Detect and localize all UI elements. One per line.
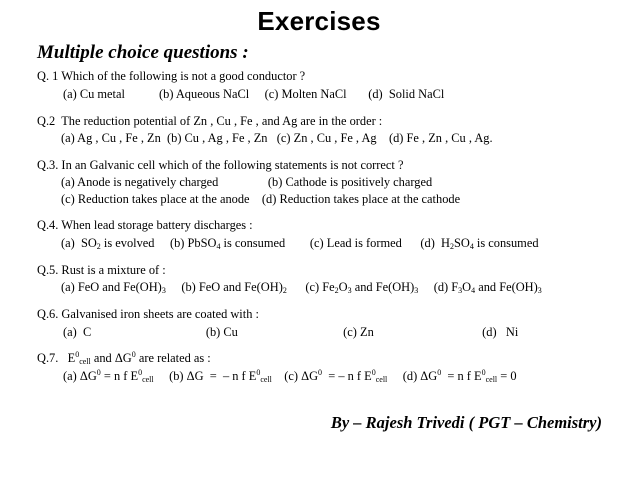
section-heading: Multiple choice questions : (37, 42, 249, 63)
question-4-options: (a) $SO_2$ is evolved (b) PbSO$_4$ is consumed (c) Lead is formed (d) $H_2SO_4$ is consumed (61, 236, 539, 251)
question-5-options: (a) FeO and $Fe(OH)_3$ (b) FeO and $Fe(OH)_2$ (c) $Fe_2O_3$ and $Fe(OH)_3$ (d) $F_3O_4$ and $Fe(OH)_3$ (61, 280, 542, 295)
question-6: Q.6. Galvanised iron sheets are coated with : (37, 307, 259, 321)
question-6-options: (a) C (b) Cu (c) Zn (d) Ni (63, 325, 519, 339)
author-credit: By – Rajesh Trivedi ( PGT – Chemistry) (330, 413, 602, 432)
question-7: Q.7. $E^0_{cell}$ and $\Delta G^0$ are related as : (37, 350, 211, 366)
question-3: Q.3. In an Galvanic cell which of the following statements is not correct ? (37, 158, 404, 172)
question-1: Q. 1 Which of the following is not a good conductor ? (37, 69, 306, 83)
page-title: Exercises (257, 6, 381, 36)
question-2-options: (a) Ag , Cu , Fe , Zn (b) Cu , Ag , Fe , Zn (c) Zn , Cu , Fe , Ag (d) Fe , Zn , Cu , Ag. (61, 131, 493, 145)
question-5: Q.5. Rust is a mixture of : (37, 263, 166, 277)
question-1-options: (a) Cu metal (b) Aqueous NaCl (c) Molten NaCl (d) Solid NaCl (63, 87, 445, 101)
question-7-options: (a) $\Delta G^0 = n$ f $E^0_{cell}$ (b) ΔG = – n f $E^0_{cell}$ (c) $\Delta G^0$ = – n f $E^0_{cell}$ (d) $\Delta G^0 = n$ f $E^0_{cell} = 0$ (63, 368, 517, 384)
question-4: Q.4. When lead storage battery discharges : (37, 218, 253, 232)
question-3-options-cd: (c) Reduction takes place at the anode (d) Reduction takes place at the cathode (61, 192, 461, 206)
question-2: Q.2 The reduction potential of Zn , Cu , Fe , and Ag are in the order : (37, 114, 383, 128)
question-3-options-ab: (a) Anode is negatively charged (b) Cathode is positively charged (61, 175, 433, 189)
